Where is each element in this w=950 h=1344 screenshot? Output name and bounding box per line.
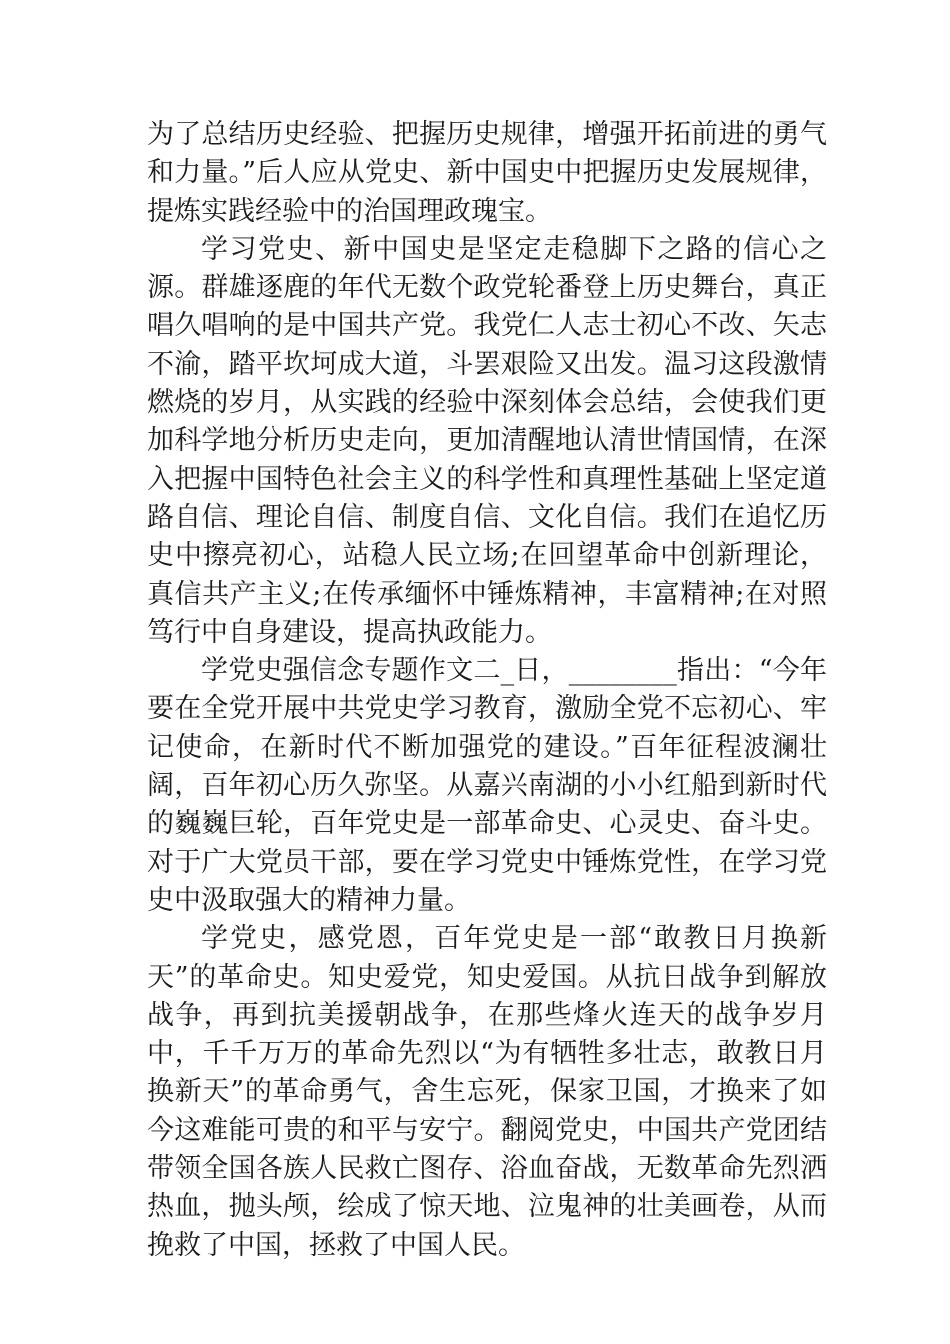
paragraph-3: 学党史强信念专题作文二_日，________指出：“今年要在全党开展中共党史学习教育，激励全党不忘初心、牢记使命，在新时代不断加强党的建设。”百年征程波澜壮阔，百年初心历久弥坚。从嘉兴南湖的小小红船到新时代的巍巍巨轮，百年党史是一部革命史、心灵史、奋斗史。对于广大党员干部，要在学习党史中锤炼党性，在学习党史中汲取强大的精神力量。 [147, 655, 827, 916]
paragraph-4: 学党史，感党恩，百年党史是一部“敢教日月换新天”的革命史。知史爱党，知史爱国。从抗日战争到解放战争，再到抗美援朝战争，在那些烽火连天的战争岁月中，千千万万的革命先烈以“为有牺牲多壮志，敢教日月换新天”的革命勇气，舍生忘死，保家卫国，才换来了如今这难能可贵的和平与安宁。翻阅党史，中国共产党团结带领全国各族人民救亡图存、浴血奋战，无数革命先烈洒热血，抛头颅，绘成了惊天地、泣鬼神的壮美画卷，从而挽救了中国，拯救了中国人民。 [147, 923, 827, 1261]
paragraph-2: 学习党史、新中国史是坚定走稳脚下之路的信心之源。群雄逐鹿的年代无数个政党轮番登上历史舞台，真正唱久唱响的是中国共产党。我党仁人志士初心不改、矢志不渝，踏平坎坷成大道，斗罢艰险又出发。温习这段激情燃烧的岁月，从实践的经验中深刻体会总结，会使我们更加科学地分析历史走向，更加清醒地认清世情国情，在深入把握中国特色社会主义的科学性和真理性基础上坚定道路自信、理论自信、制度自信、文化自信。我们在追忆历史中擦亮初心，站稳人民立场;在回望革命中创新理论，真信共产主义;在传承缅怀中锤炼精神，丰富精神;在对照笃行中自身建设，提高执政能力。 [147, 233, 827, 648]
paragraph-1: 为了总结历史经验、把握历史规律，增强开拓前进的勇气和力量。”后人应从党史、新中国史中把握历史发展规律，提炼实践经验中的治国理政瑰宝。 [147, 119, 827, 227]
document-body [147, 116, 827, 1265]
